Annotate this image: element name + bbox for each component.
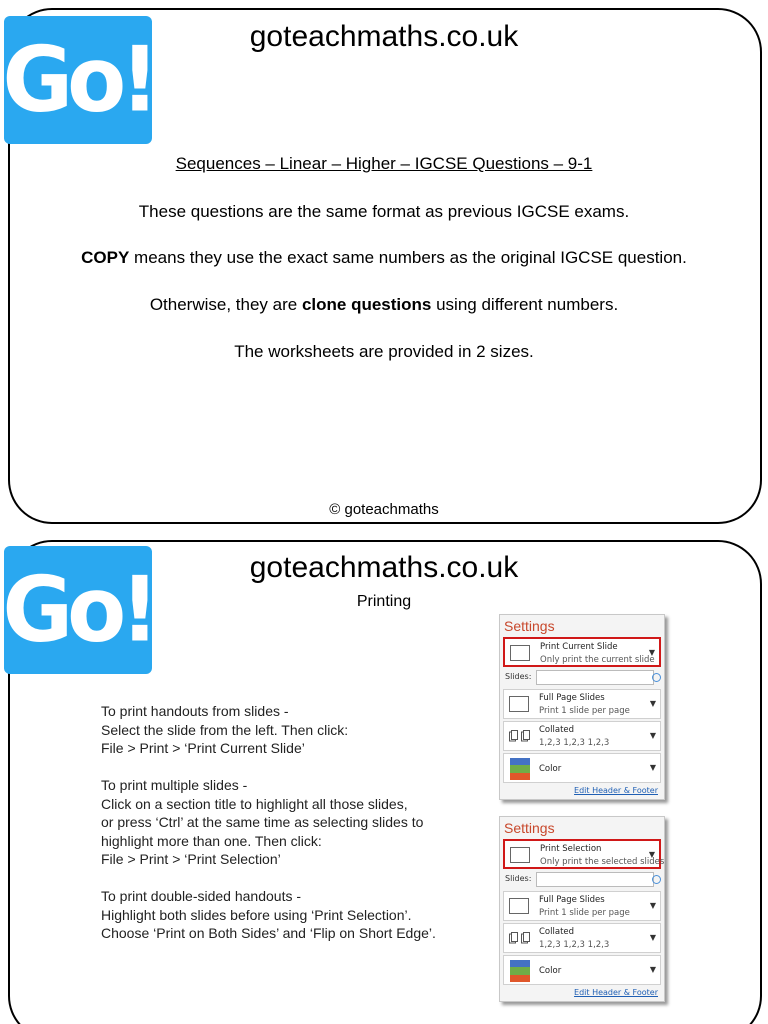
print-settings-panel-current	[499, 614, 665, 800]
collate-desc: 1,2,3 1,2,3 1,2,3	[539, 940, 610, 950]
instruction-line: or press ‘Ctrl’ at the same time as selecting slides to	[101, 814, 424, 830]
chevron-down-icon: ▼	[649, 965, 656, 974]
printing-instructions	[101, 702, 491, 961]
slides-label: Slides:	[505, 672, 532, 681]
edit-header-footer-link[interactable]: Edit Header & Footer	[574, 786, 658, 795]
site-title: goteachmaths.co.uk	[249, 551, 519, 584]
collate-desc: 1,2,3 1,2,3 1,2,3	[539, 738, 610, 748]
settings-title: Settings	[504, 618, 555, 634]
chevron-down-icon: ▼	[649, 901, 656, 910]
printing-heading: Printing	[356, 593, 412, 610]
logo-text: Go!	[2, 557, 154, 663]
copy-explanation: means they use the exact same numbers as the original IGCSE question.	[129, 248, 687, 267]
clone-post: using different numbers.	[431, 295, 619, 314]
instruction-line: Choose ‘Print on Both Sides’ and ‘Flip on Short Edge’.	[101, 925, 436, 941]
goteachmaths-logo	[4, 16, 152, 144]
instruction-block-multiple	[101, 776, 491, 869]
worksheet-subtitle: Sequences – Linear – Higher – IGCSE Questions – 9-1	[175, 154, 593, 173]
intro-line-sizes: The worksheets are provided in 2 sizes.	[234, 342, 534, 361]
chevron-down-icon: ▼	[648, 648, 655, 657]
collate-icon	[509, 932, 533, 944]
color-dropdown[interactable]	[503, 955, 661, 985]
instruction-line: File > Print > ‘Print Current Slide’	[101, 740, 305, 756]
intro-line-clone	[0, 295, 768, 315]
instruction-line: To print multiple slides -	[101, 777, 248, 793]
chevron-down-icon: ▼	[648, 850, 655, 859]
collate-label: Collated	[539, 927, 575, 937]
instruction-line: To print double-sided handouts -	[101, 888, 302, 904]
goteachmaths-logo	[4, 546, 152, 674]
print-range-desc: Only print the current slide	[540, 655, 655, 665]
slide-page-icon	[510, 645, 530, 661]
instruction-block-double-sided	[101, 887, 491, 943]
clone-keyword: clone questions	[301, 295, 432, 314]
chevron-down-icon: ▼	[649, 699, 656, 708]
print-range-label: Print Current Slide	[540, 642, 618, 652]
print-settings-panel-selection	[499, 816, 665, 1002]
color-swatch-icon	[510, 758, 530, 780]
print-range-dropdown[interactable]	[503, 637, 661, 667]
settings-title: Settings	[504, 820, 555, 836]
clone-pre: Otherwise, they are	[149, 295, 302, 314]
layout-dropdown[interactable]	[503, 689, 661, 719]
layout-label: Full Page Slides	[539, 693, 605, 703]
layout-label: Full Page Slides	[539, 895, 605, 905]
slides-row	[503, 669, 661, 687]
slides-label: Slides:	[505, 874, 532, 883]
selection-page-icon	[510, 847, 530, 863]
instruction-line: File > Print > ‘Print Selection’	[101, 851, 281, 867]
print-range-dropdown[interactable]	[503, 839, 665, 869]
instruction-block-current	[101, 702, 491, 758]
color-label: Color	[539, 966, 562, 976]
print-range-desc: Only print the selected slides	[540, 857, 665, 867]
collate-label: Collated	[539, 725, 575, 735]
copy-keyword: COPY	[81, 248, 130, 267]
layout-dropdown[interactable]	[503, 891, 661, 921]
slides-input[interactable]	[536, 872, 654, 887]
collate-icon	[509, 730, 533, 742]
intro-line-copy	[0, 248, 768, 268]
layout-desc: Print 1 slide per page	[539, 908, 630, 918]
full-page-icon	[509, 696, 529, 712]
collate-dropdown[interactable]	[503, 721, 661, 751]
collate-dropdown[interactable]	[503, 923, 661, 953]
instruction-line: To print handouts from slides -	[101, 703, 289, 719]
instruction-line: highlight more than one. Then click:	[101, 832, 322, 849]
slides-row	[503, 871, 661, 889]
print-range-label: Print Selection	[540, 844, 602, 854]
color-swatch-icon	[510, 960, 530, 982]
chevron-down-icon: ▼	[649, 763, 656, 772]
slides-input[interactable]	[536, 670, 654, 685]
color-label: Color	[539, 764, 562, 774]
copyright-notice: © goteachmaths	[329, 501, 439, 518]
full-page-icon	[509, 898, 529, 914]
info-icon[interactable]	[652, 673, 661, 682]
logo-text: Go!	[2, 27, 154, 133]
site-title: goteachmaths.co.uk	[249, 20, 519, 53]
instruction-line: Click on a section title to highlight all those slides,	[101, 795, 408, 812]
chevron-down-icon: ▼	[649, 933, 656, 942]
intro-line-format: These questions are the same format as previous IGCSE exams.	[138, 202, 630, 221]
instruction-line: Highlight both slides before using ‘Print Selection’.	[101, 906, 412, 923]
color-dropdown[interactable]	[503, 753, 661, 783]
info-icon[interactable]	[652, 875, 661, 884]
instruction-line: Select the slide from the left. Then click:	[101, 721, 349, 738]
layout-desc: Print 1 slide per page	[539, 706, 630, 716]
edit-header-footer-link[interactable]: Edit Header & Footer	[574, 988, 658, 997]
chevron-down-icon: ▼	[649, 731, 656, 740]
